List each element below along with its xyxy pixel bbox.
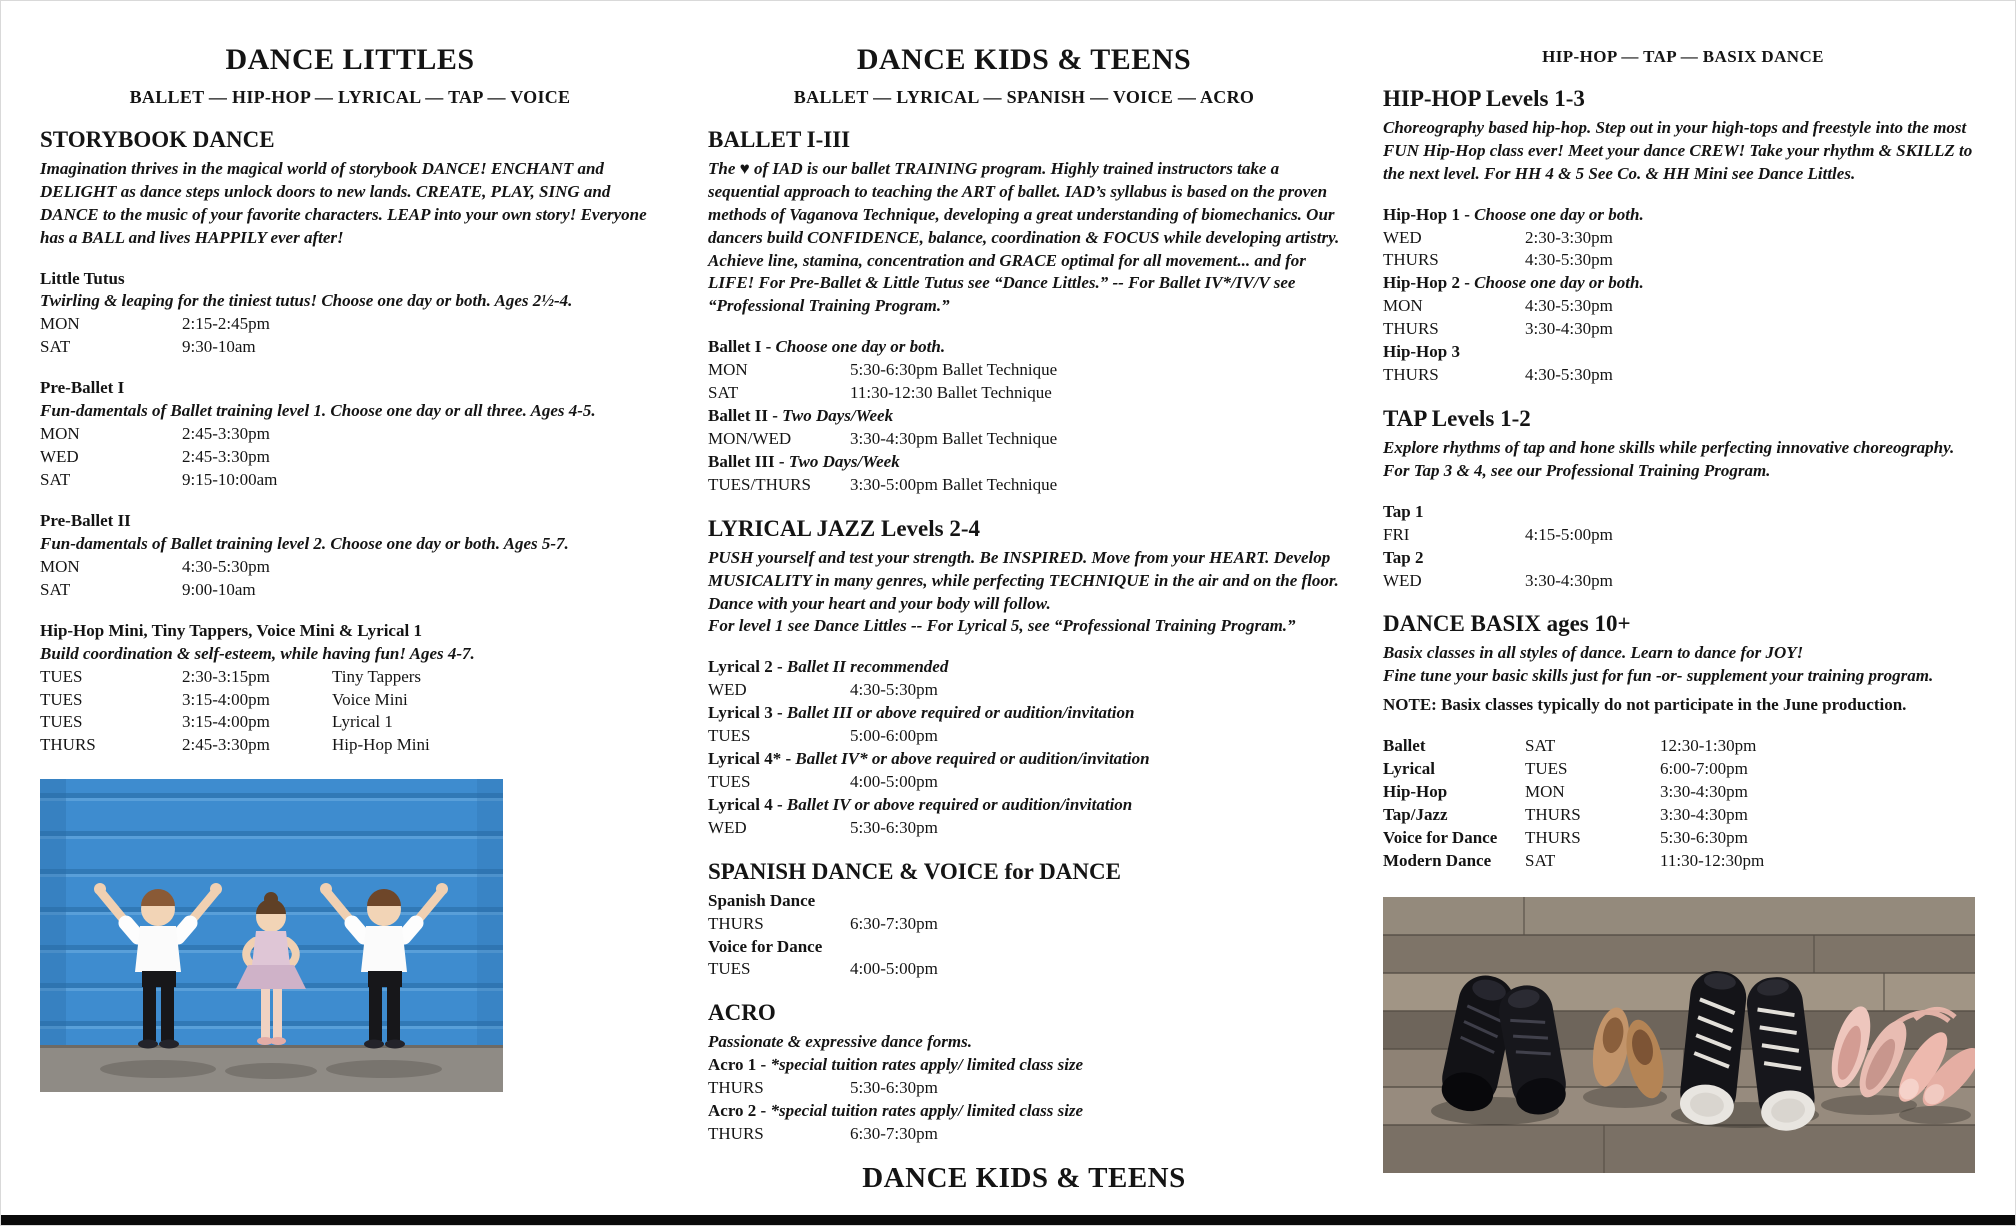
class-section	[708, 126, 1340, 318]
schedule-day: MON	[40, 424, 80, 444]
class-subheading	[40, 510, 660, 533]
class-name: Lyrical 4* -	[708, 749, 792, 769]
panel-title: HIP-HOP — TAP — BASIX DANCE	[1542, 47, 1824, 66]
basix-time: 3:30-4:30pm	[1660, 804, 1748, 824]
section-heading: TAP Levels 1-2	[1383, 406, 1531, 432]
schedule-class-label: Hip-Hop Mini	[332, 735, 430, 755]
class-section	[708, 515, 1340, 639]
schedule-time: 2:30-3:15pm	[182, 666, 270, 686]
class-subheading	[1383, 501, 1983, 524]
schedule-row	[1383, 227, 1983, 250]
class-note: *special tuition rates apply/ limited class size	[766, 1055, 1084, 1075]
class-subheading	[708, 748, 1340, 771]
section-heading: ACRO	[708, 1000, 776, 1026]
schedule-time: 3:30-4:30pm Ballet Technique	[850, 429, 1058, 449]
schedule-time: 3:15-4:00pm	[182, 689, 270, 709]
schedule-day: THURS	[708, 1123, 764, 1143]
sections-container	[708, 126, 1340, 1146]
class-subheading	[1383, 272, 1983, 295]
schedule-time: 6:30-7:30pm	[850, 913, 938, 933]
schedule-time: 2:30-3:30pm	[1525, 227, 1613, 247]
schedule-day: MON	[708, 360, 748, 380]
class-section	[1383, 501, 1983, 593]
schedule-row	[708, 428, 1340, 451]
class-note: Two Days/Week	[784, 452, 900, 471]
schedule-time: 9:00-10am	[182, 579, 256, 599]
class-description: The ♥ of IAD is our ballet TRAINING program. Highly trained instructors take a sequential approach to teaching the ART of ballet. IAD’s syllabus is based on the proven methods of Vaganova Technique, developing a great understanding of biomechanics. Our dancers build CONFIDENCE, balance, coordination & FOCUS while developing artistry. Achieve line, stamina, concentration and GRACE optimal for all movement... and for LIFE! For Pre-Ballet & Little Tutus see “Dance Littles.” -- For Ballet IV*/IV/V see “Professional Training Program.”	[708, 158, 1340, 316]
schedule-time: 9:15-10:00am	[182, 470, 278, 489]
schedule-day: TUES	[708, 772, 751, 792]
schedule-time: 4:00-5:00pm	[850, 772, 938, 792]
panel-footer: DANCE KIDS & TEENS	[862, 1161, 1186, 1194]
schedule-time: 5:30-6:30pm	[850, 817, 938, 837]
schedule-day: FRI	[1383, 524, 1410, 544]
schedule-time: 3:15-4:00pm	[182, 712, 270, 732]
schedule-row	[1383, 249, 1983, 272]
basix-schedule-row	[1383, 850, 1983, 873]
basix-schedule-row	[1383, 758, 1983, 781]
schedule-row	[708, 913, 1340, 936]
schedule-row	[1383, 364, 1983, 387]
schedule-day: THURS	[40, 735, 96, 755]
schedule-row	[708, 382, 1340, 405]
schedule-row	[708, 817, 1340, 840]
section-heading: STORYBOOK DANCE	[40, 127, 275, 152]
schedule-time: 4:30-5:30pm	[1525, 296, 1613, 316]
class-description: Build coordination & self-esteem, while having fun! Ages 4-7.	[40, 643, 475, 663]
basix-time: 12:30-1:30pm	[1660, 736, 1757, 755]
basix-time: 11:30-12:30pm	[1660, 850, 1765, 870]
basix-style: Hip-Hop	[1383, 781, 1448, 801]
schedule-row	[40, 423, 660, 446]
class-subheading	[708, 1100, 1340, 1123]
schedule-day: WED	[1383, 570, 1422, 590]
class-section	[40, 377, 660, 492]
basix-time: 6:00-7:00pm	[1660, 758, 1748, 778]
class-name: Lyrical 3 -	[708, 703, 783, 723]
schedule-row	[1383, 295, 1983, 318]
class-subheading	[40, 377, 660, 400]
schedule-day: WED	[708, 817, 747, 837]
schedule-day: MON/WED	[708, 429, 792, 449]
class-section	[1383, 204, 1983, 388]
class-name: Ballet II -	[708, 406, 778, 426]
schedule-row	[708, 474, 1340, 497]
schedule-time: 4:15-5:00pm	[1525, 524, 1613, 544]
schedule-row	[708, 359, 1340, 382]
schedule-day: TUES	[40, 666, 83, 686]
class-note: Ballet IV or above required or audition/invitation	[782, 795, 1133, 814]
schedule-day: SAT	[40, 579, 71, 599]
class-name: Tap 2	[1383, 547, 1424, 567]
schedule-day: THURS	[708, 913, 764, 933]
schedule-row	[708, 679, 1340, 702]
basix-style: Ballet	[1383, 736, 1426, 755]
schedule-day: SAT	[708, 383, 739, 403]
schedule-time: 5:30-6:30pm	[850, 1078, 938, 1097]
class-name: Hip-Hop 2 -	[1383, 273, 1470, 293]
class-description: Fun-damentals of Ballet training level 1. Choose one day or all three. Ages 4-5.	[40, 401, 596, 421]
class-description: Fine tune your basic skills just for fun -or- supplement your training program.	[1383, 666, 1934, 686]
section-heading: HIP-HOP Levels 1-3	[1383, 86, 1585, 111]
class-name: Little Tutus	[40, 268, 125, 288]
schedule-time: 4:30-5:30pm	[850, 680, 938, 700]
class-note: Choose one day or both.	[771, 337, 946, 357]
panel-title: DANCE KIDS & TEENS	[856, 43, 1192, 76]
class-subheading	[1383, 341, 1983, 364]
class-subheading	[1383, 547, 1983, 570]
basix-day: THURS	[1525, 827, 1581, 847]
class-description: Basix classes in all styles of dance. Learn to dance for JOY!	[1383, 643, 1804, 663]
schedule-day: TUES/THURS	[708, 474, 811, 494]
class-name: Pre-Ballet II	[40, 510, 131, 530]
schedule-row	[40, 313, 660, 336]
class-description: Imagination thrives in the magical world of storybook DANCE! ENCHANT and DELIGHT as dance steps unlock doors to new lands. CREATE, PLAY, SING and DANCE to the music of your favorite characters. LEAP into your own story! Everyone has a BALL and lives HAPPILY ever after!	[40, 158, 647, 247]
section-heading: SPANISH DANCE & VOICE for DANCE	[708, 858, 1121, 884]
schedule-time: 4:00-5:00pm	[850, 959, 938, 979]
schedule-row	[40, 446, 660, 469]
class-subheading	[708, 656, 1340, 679]
panel-dance-littles	[40, 1, 660, 1092]
schedule-row	[708, 1123, 1340, 1146]
basix-schedule-row	[1383, 827, 1983, 850]
class-name: Pre-Ballet I	[40, 378, 125, 398]
schedule-time: 4:30-5:30pm	[1525, 365, 1613, 385]
class-section	[708, 336, 1340, 497]
basix-day: SAT	[1525, 736, 1556, 755]
class-description: PUSH yourself and test your strength. Be INSPIRED. Move from your HEART. Develop MUSICALITY in many genres, while perfecting TECHNIQUE in the air and on the floor. Dance with your heart and your body will follow.	[708, 547, 1339, 613]
bottom-border-bar	[1, 1215, 2015, 1225]
schedule-time: 6:30-7:30pm	[850, 1123, 938, 1143]
class-subheading	[708, 702, 1340, 725]
schedule-day: MON	[1383, 296, 1423, 316]
basix-schedule-row	[1383, 781, 1983, 804]
note-text: NOTE: Basix classes typically do not participate in the June production.	[1383, 695, 1907, 715]
class-description: Passionate & expressive dance forms.	[708, 1032, 972, 1052]
class-note: Two Days/Week	[777, 406, 894, 426]
schedule-row	[708, 1077, 1340, 1100]
schedule-day: TUES	[708, 726, 751, 746]
schedule-row	[1383, 570, 1983, 593]
class-note: Ballet IV* or above required or audition/invitation	[791, 749, 1150, 769]
schedule-time: 2:15-2:45pm	[182, 314, 270, 334]
class-name: Hip-Hop 3	[1383, 342, 1460, 362]
basix-day: MON	[1525, 781, 1565, 801]
schedule-day: SAT	[40, 470, 71, 489]
class-subheading	[708, 936, 1340, 959]
basix-style: Tap/Jazz	[1383, 804, 1448, 824]
schedule-row	[1383, 524, 1983, 547]
schedule-day: THURS	[1383, 250, 1439, 270]
class-name: Lyrical 4 -	[708, 795, 783, 814]
panel-subtitle: BALLET — HIP-HOP — LYRICAL — TAP — VOICE	[129, 87, 571, 107]
schedule-time: 2:45-3:30pm	[182, 447, 270, 467]
class-subheading	[708, 890, 1340, 913]
schedule-row	[40, 469, 660, 492]
class-subheading	[708, 1054, 1340, 1077]
class-section	[708, 999, 1340, 1145]
class-section	[40, 268, 660, 360]
class-note: Ballet III or above required or audition/invitation	[782, 703, 1135, 723]
schedule-row	[40, 556, 660, 579]
class-section	[708, 656, 1340, 840]
class-note: Ballet II recommended	[782, 657, 949, 677]
schedule-class-label: Voice Mini	[332, 689, 408, 709]
basix-schedule-row	[1383, 804, 1983, 827]
schedule-day: THURS	[708, 1078, 764, 1097]
schedule-row	[40, 579, 660, 602]
class-name: Acro 1 -	[708, 1055, 767, 1075]
dance-shoes-photo	[1383, 897, 1975, 1173]
schedule-class-label: Tiny Tappers	[332, 666, 422, 686]
class-section	[708, 858, 1340, 982]
basix-style: Modern Dance	[1383, 850, 1492, 870]
schedule-row	[40, 336, 660, 359]
panel-dance-kids-teens	[708, 1, 1340, 1195]
class-subheading	[1383, 204, 1983, 227]
class-note: Choose one day or both.	[1469, 273, 1644, 293]
panel-subtitle: BALLET — LYRICAL — SPANISH — VOICE — ACRO	[793, 87, 1255, 107]
class-subheading	[708, 794, 1340, 817]
schedule-time: 5:00-6:00pm	[850, 726, 938, 746]
basix-day: TUES	[1525, 758, 1568, 778]
class-section	[1383, 610, 1983, 717]
basix-time: 5:30-6:30pm	[1660, 827, 1748, 847]
class-section	[40, 510, 660, 602]
section-heading: DANCE BASIX ages 10+	[1383, 611, 1631, 637]
schedule-day: TUES	[40, 712, 83, 732]
basix-style: Voice for Dance	[1383, 827, 1498, 847]
schedule-row	[708, 958, 1340, 981]
class-section	[1383, 85, 1983, 186]
basix-day: SAT	[1525, 850, 1556, 870]
schedule-time: 3:30-5:00pm Ballet Technique	[850, 474, 1058, 494]
class-note: *special tuition rates apply/ limited class size	[766, 1100, 1084, 1120]
schedule-class-label: Lyrical 1	[332, 712, 393, 732]
schedule-day: MON	[40, 556, 80, 576]
kids-photo	[40, 779, 503, 1092]
class-name: Acro 2 -	[708, 1100, 767, 1120]
basix-time: 3:30-4:30pm	[1660, 781, 1748, 801]
class-section	[40, 620, 660, 758]
schedule-day: SAT	[40, 337, 71, 357]
section-heading: BALLET I-III	[708, 127, 851, 152]
schedule-row	[40, 689, 660, 712]
schedule-row	[708, 725, 1340, 748]
schedule-day: MON	[40, 314, 80, 334]
schedule-time: 3:30-4:30pm	[1525, 570, 1613, 590]
class-description: Explore rhythms of tap and hone skills while perfecting innovative choreography. For Tap 3 & 4, see our Professional Training Program.	[1383, 437, 1955, 480]
schedule-day: WED	[1383, 227, 1422, 247]
class-name: Tap 1	[1383, 501, 1424, 521]
panel-hip-hop-tap-basix	[1383, 1, 1983, 1173]
class-name: Hip-Hop 1 -	[1383, 204, 1470, 224]
panel-title: DANCE LITTLES	[225, 43, 475, 76]
schedule-row	[40, 734, 660, 757]
class-name: Ballet I -	[708, 337, 772, 357]
schedule-day: WED	[708, 680, 747, 700]
class-description: Fun-damentals of Ballet training level 2. Choose one day or both. Ages 5-7.	[40, 533, 569, 553]
class-section	[1383, 405, 1983, 483]
class-name: Ballet III -	[708, 452, 785, 471]
sections-container	[1383, 85, 1983, 873]
class-subheading	[708, 405, 1340, 428]
class-description: Choreography based hip-hop. Step out in your high-tops and freestyle into the most FUN Hip-Hop class ever! Meet your dance CREW! Take your rhythm & SKILLZ to the next level. For HH 4 & 5 See Co. & HH Mini see Dance Littles.	[1383, 117, 1973, 183]
schedule-row	[708, 771, 1340, 794]
schedule-day: WED	[40, 447, 79, 467]
class-subheading	[708, 451, 1340, 474]
schedule-time: 3:30-4:30pm	[1525, 319, 1613, 339]
schedule-day: THURS	[1383, 319, 1439, 339]
schedule-day: TUES	[40, 689, 83, 709]
class-subheading	[708, 336, 1340, 359]
class-note: Choose one day or both.	[1469, 204, 1644, 224]
class-subheading	[40, 620, 660, 643]
sections-container	[40, 126, 660, 757]
schedule-time: 11:30-12:30 Ballet Technique	[850, 383, 1052, 403]
schedule-time: 2:45-3:30pm	[182, 735, 270, 755]
schedule-time: 9:30-10am	[182, 337, 256, 357]
class-name: Spanish Dance	[708, 890, 816, 910]
schedule-time: 4:30-5:30pm	[182, 556, 270, 576]
schedule-day: THURS	[1383, 365, 1439, 385]
class-section	[1383, 735, 1983, 873]
class-name: Hip-Hop Mini, Tiny Tappers, Voice Mini & Lyrical 1	[40, 620, 422, 640]
schedule-time: 2:45-3:30pm	[182, 424, 270, 444]
class-description: Twirling & leaping for the tiniest tutus! Choose one day or both. Ages 2½-4.	[40, 291, 573, 311]
class-name: Voice for Dance	[708, 936, 823, 956]
schedule-row	[40, 666, 660, 689]
schedule-row	[40, 711, 660, 734]
class-section	[40, 126, 660, 250]
schedule-time: 5:30-6:30pm Ballet Technique	[850, 360, 1058, 380]
class-description: For level 1 see Dance Littles -- For Lyrical 5, see “Professional Training Program.”	[708, 616, 1296, 636]
basix-style: Lyrical	[1383, 758, 1435, 778]
basix-schedule-row	[1383, 735, 1983, 758]
class-subheading	[40, 268, 660, 291]
section-heading: LYRICAL JAZZ Levels 2-4	[708, 515, 980, 541]
schedule-row	[1383, 318, 1983, 341]
schedule-time: 4:30-5:30pm	[1525, 250, 1613, 270]
class-name: Lyrical 2 -	[708, 657, 783, 677]
schedule-day: TUES	[708, 959, 751, 979]
basix-day: THURS	[1525, 804, 1581, 824]
